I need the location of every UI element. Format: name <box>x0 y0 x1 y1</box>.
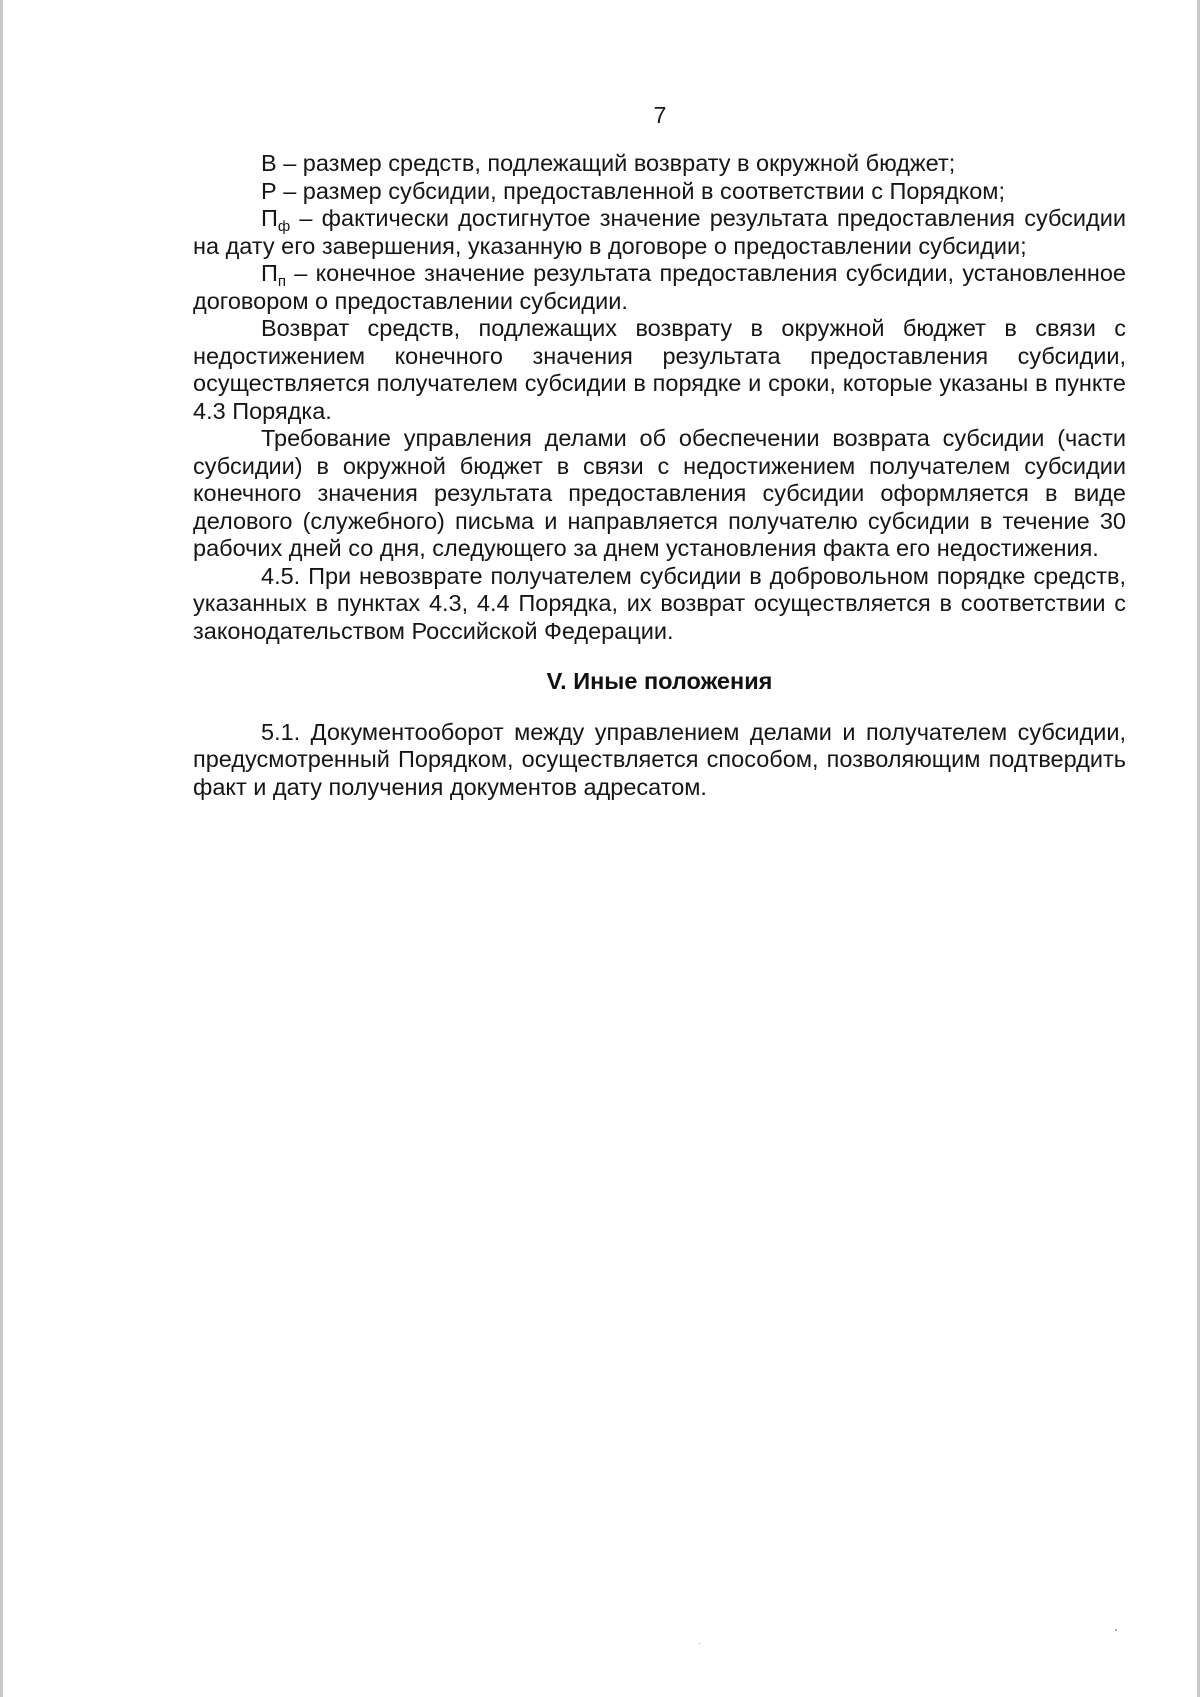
item-5-1-paragraph: 5.1. Документооборот между управлением делами и получателем субсидии, предусмотренный Порядком, осуществляется способом, позволяющим подтвердить факт и дату получения документов адресатом. <box>193 718 1126 800</box>
item-4-5-paragraph: 4.5. При невозврате получателем субсидии в добровольном порядке средств, указанных в пунктах 4.3, 4.4 Порядка, их возврат осуществляется в соответствии с законодательством Российской Федерации. <box>193 562 1126 644</box>
pp-subscript: п <box>277 273 287 290</box>
pp-symbol: П <box>261 260 278 286</box>
pf-subscript: ф <box>277 218 291 235</box>
scan-speck <box>1115 1629 1117 1631</box>
definition-pp <box>193 260 1126 315</box>
definition-r: Р – размер субсидии, предоставленной в соответствии с Порядком; <box>261 177 1005 204</box>
return-funds-paragraph: Возврат средств, подлежащих возврату в окружной бюджет в связи с недостижением конечного значения результата предоставления субсидии, осуществляется получателем субсидии в порядке и сроки, которые указаны в пункте 4.3 Порядка. <box>193 315 1126 424</box>
pf-symbol: П <box>261 205 278 231</box>
definition-b: В – размер средств, подлежащий возврату в окружной бюджет; <box>261 150 956 176</box>
pp-text: – конечное значение результата предоставления субсидии, установленное договором о предоставлении субсидии. <box>193 260 1126 314</box>
page-edge-left <box>0 0 3 1697</box>
pf-text: – фактически достигнутое значение результата предоставления субсидии на дату его завершения, указанную в договоре о предоставлении субсидии; <box>193 205 1126 259</box>
section-v-heading: V. Иные положения <box>546 668 773 694</box>
document-body <box>193 150 1126 801</box>
definition-pf <box>193 205 1126 260</box>
requirement-paragraph: Требование управления делами об обеспечении возврата субсидии (части субсидии) в окружной бюджет в связи с недостижением получателем субсидии конечного значения результата предоставления субсидии оформляется в виде делового (служебного) письма и направляется получателю субсидии в течение 30 рабочих дней со дня, следующего за днем установления факта его недостижения. <box>193 425 1126 561</box>
scan-speck <box>699 1643 700 1644</box>
page-number: 7 <box>653 102 667 128</box>
